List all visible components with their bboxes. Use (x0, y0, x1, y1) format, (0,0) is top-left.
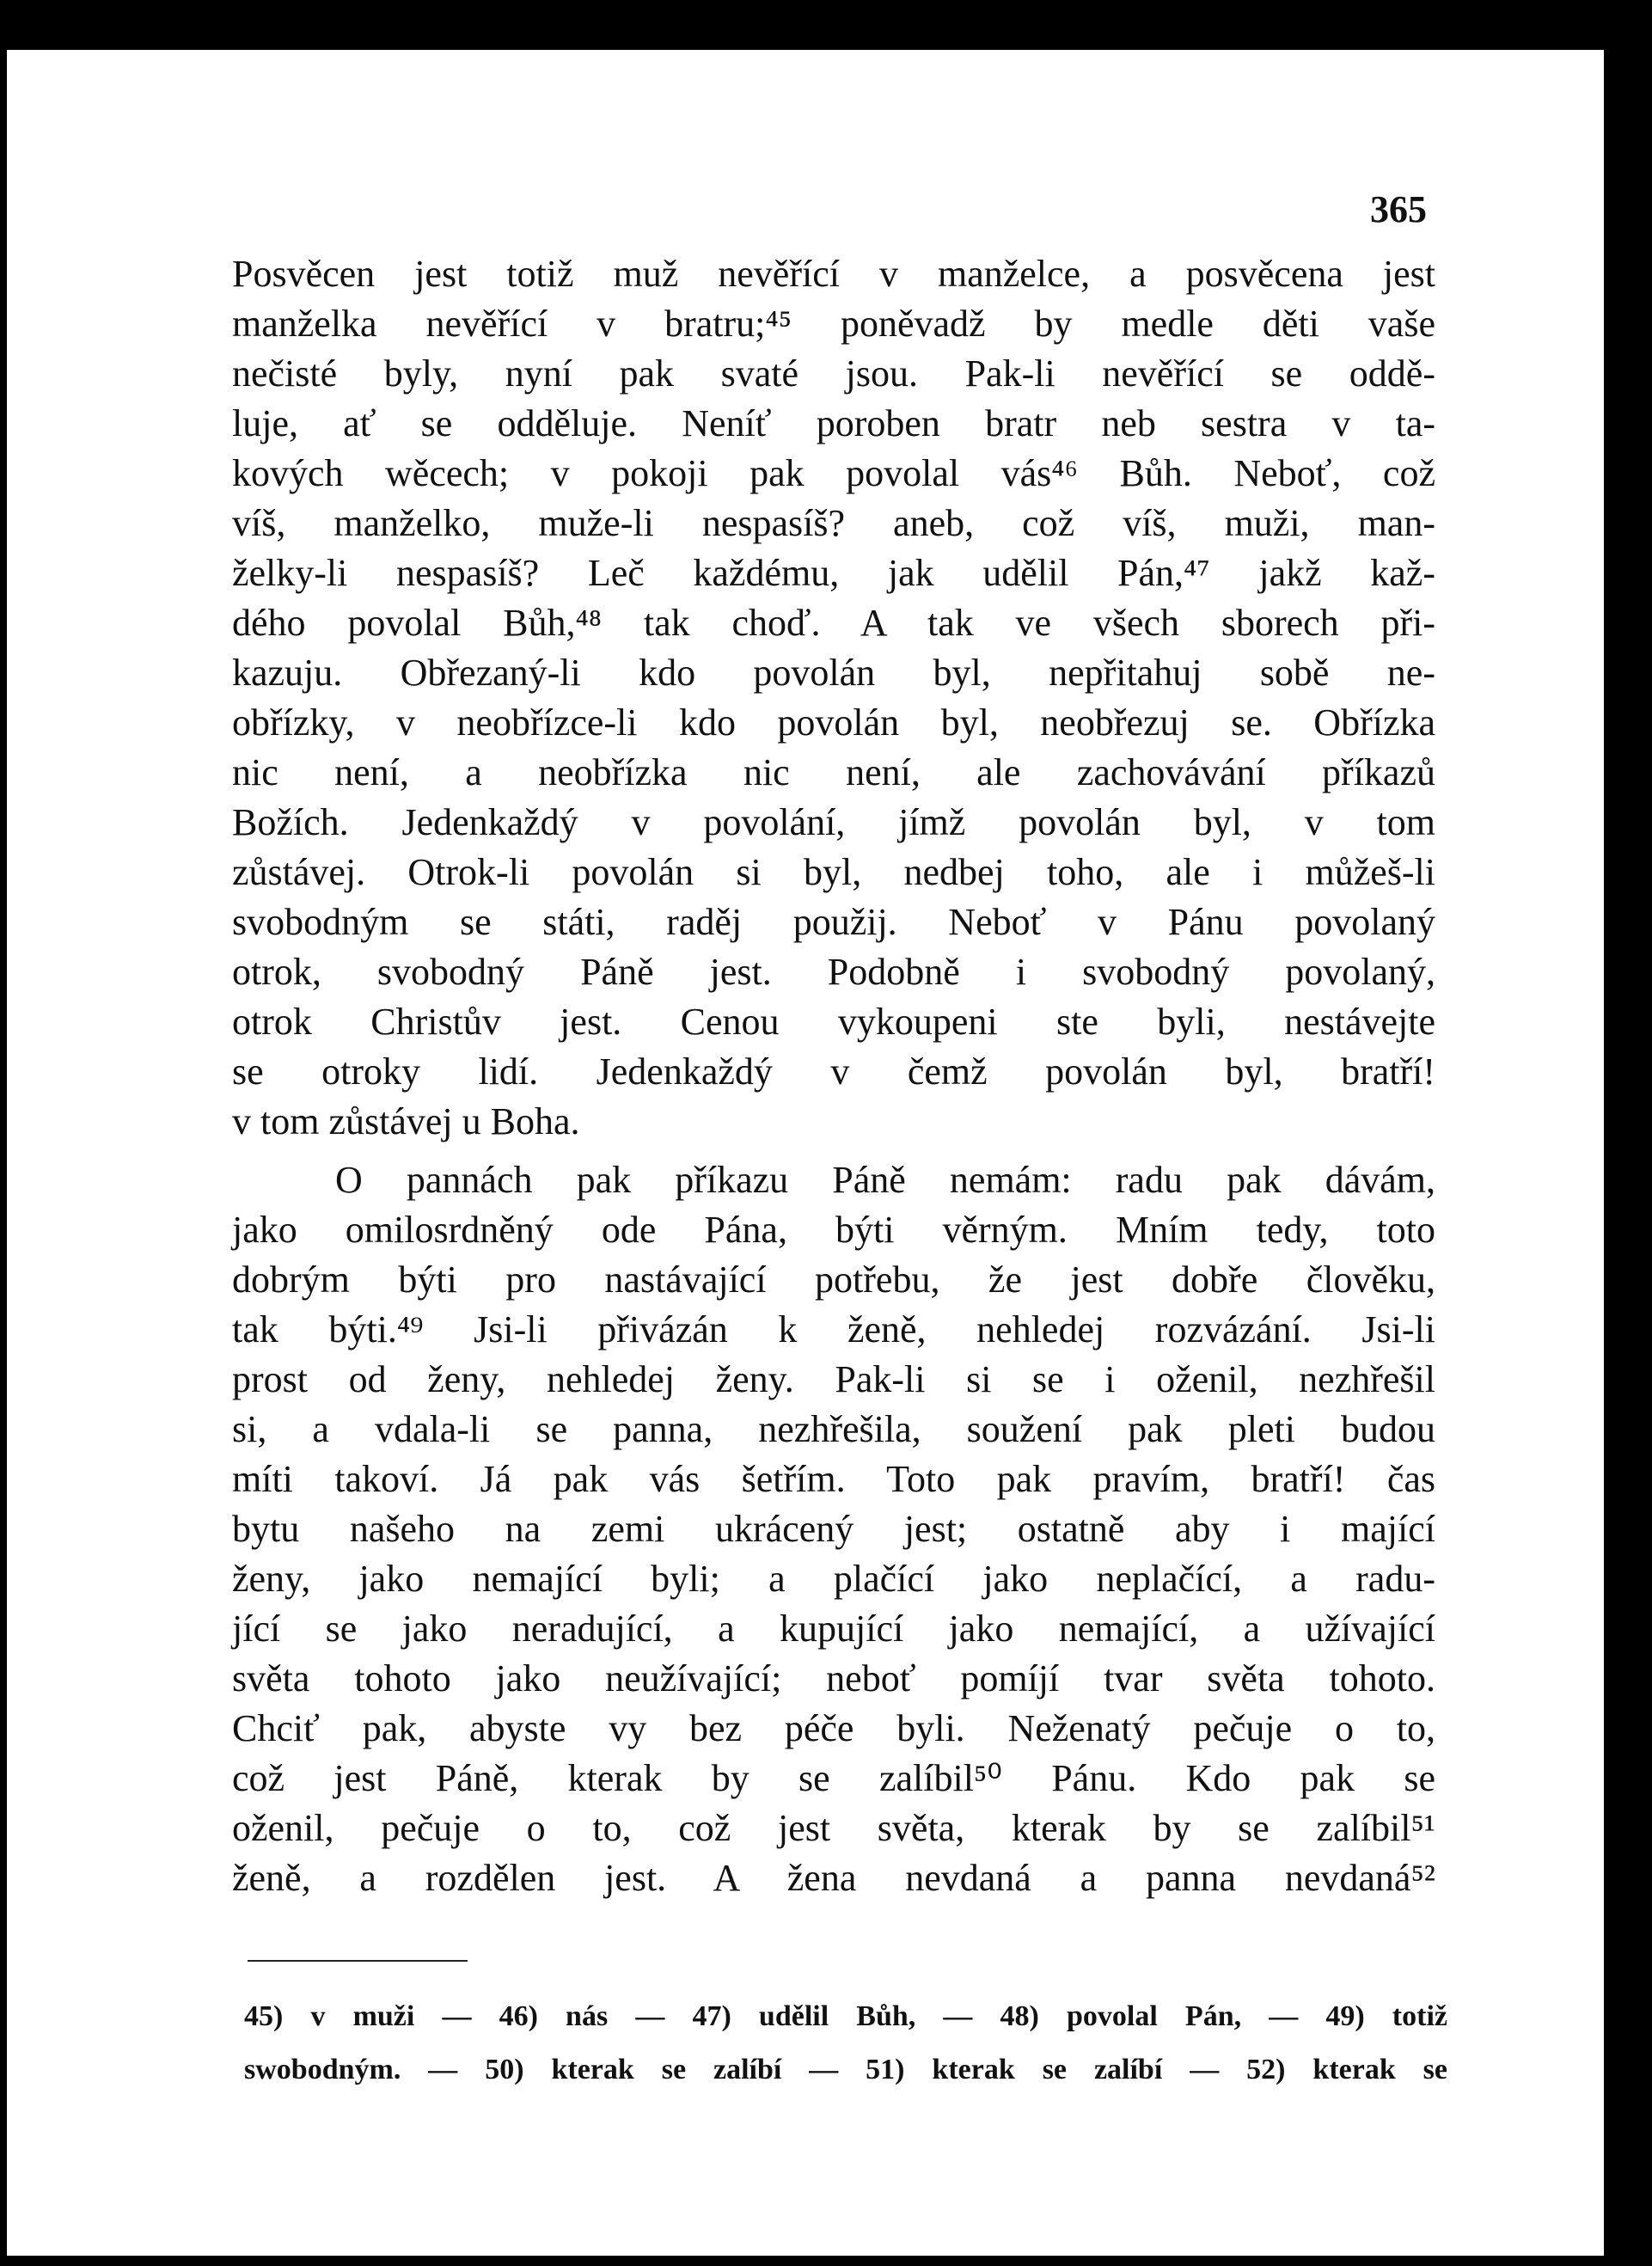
text-line: míti takoví. Já pak vás šetřím. Toto pak pravím, bratří! čas (232, 1458, 1435, 1500)
text-line: si, a vdala-li se panna, nezhřešila, soužení pak pleti budou (232, 1408, 1435, 1450)
text-line: jako omilosrdněný ode Pána, býti věrným. Mním tedy, toto (232, 1209, 1435, 1251)
text-line: zůstávej. Otrok-li povolán si byl, nedbej toho, ale i můžeš-li (232, 851, 1435, 893)
text-line: jící se jako neradující, a kupující jako nemající, a užívající (232, 1608, 1435, 1650)
text-line: světa tohoto jako neužívající; neboť pomíjí tvar světa tohoto. (232, 1657, 1435, 1700)
text-line: Chciť pak, abyste vy bez péče byli. Neženatý pečuje o to, (232, 1707, 1435, 1749)
text-line: Posvěcen jest totiž muž nevěřící v manželce, a posvěcena jest (232, 253, 1435, 295)
text-line: nečisté byly, nyní pak svaté jsou. Pak-li nevěřící se oddě- (232, 352, 1435, 395)
text-line: kazuju. Obřezaný-li kdo povolán byl, nepřitahuj sobě ne- (232, 652, 1435, 694)
text-line: otrok, svobodný Páně jest. Podobně i svobodný povolaný, (232, 951, 1435, 993)
text-line: obřízky, v neobřízce-li kdo povolán byl, neobřezuj se. Obřízka (232, 701, 1435, 744)
text-line: svobodným se státi, raděj použij. Neboť v Pánu povolaný (232, 901, 1435, 943)
footnote-line: 45) v muži — 46) nás — 47) udělil Bůh, — 48) povolal Pán, — 49) totiž (244, 2000, 1447, 2032)
text-line: luje, ať se odděluje. Neníť poroben bratr neb sestra v ta- (232, 402, 1435, 444)
text-line: ženy, jako nemající byli; a plačící jako neplačící, a radu- (232, 1558, 1435, 1600)
text-line: manželka nevěřící v bratru;⁴⁵ poněvadž by medle děti vaše (232, 303, 1435, 345)
text-line: dého povolal Bůh,⁴⁸ tak choď. A tak ve všech sborech při- (232, 602, 1435, 644)
text-line: nic není, a neobřízka nic není, ale zachovávání příkazů (232, 751, 1435, 793)
scan-border-top (0, 0, 1652, 50)
scan-border-bottom (0, 2256, 1652, 2266)
text-line: oženil, pečuje o to, což jest světa, kterak by se zalíbil⁵¹ (232, 1807, 1435, 1849)
text-line: ženě, a rozdělen jest. A žena nevdaná a panna nevdaná⁵² (232, 1857, 1435, 1899)
text-line: otrok Christův jest. Cenou vykoupeni ste byli, nestávejte (232, 1001, 1435, 1043)
text-line: prost od ženy, nehledej ženy. Pak-li si se i oženil, nezhřešil (232, 1358, 1435, 1400)
text-line: želky-li nespasíš? Leč každému, jak udělil Pán,⁴⁷ jakž kaž- (232, 552, 1435, 594)
text-line: víš, manželko, muže-li nespasíš? aneb, což víš, muži, man- (232, 502, 1435, 544)
text-line: v tom zůstávej u Boha. (232, 1100, 580, 1142)
page-number: 365 (1370, 188, 1427, 230)
text-line: O pannách pak příkazu Páně nemám: radu pak dávám, (335, 1159, 1435, 1201)
footnote-line: swobodným. — 50) kterak se zalíbí — 51) kterak se zalíbí — 52) kterak se (244, 2054, 1447, 2085)
text-line: bytu našeho na zemi ukrácený jest; ostatně aby i mající (232, 1508, 1435, 1550)
text-line: Božích. Jedenkaždý v povolání, jímž povolán byl, v tom (232, 801, 1435, 843)
text-line: dobrým býti pro nastávající potřebu, že jest dobře člověku, (232, 1259, 1435, 1301)
text-line: což jest Páně, kterak by se zalíbil⁵⁰ Pánu. Kdo pak se (232, 1757, 1435, 1799)
text-line: se otroky lidí. Jedenkaždý v čemž povolán byl, bratří! (232, 1050, 1435, 1093)
text-line: tak býti.⁴⁹ Jsi-li přivázán k ženě, nehledej rozvázání. Jsi-li (232, 1308, 1435, 1350)
text-line: kových wěcech; v pokoji pak povolal vás⁴⁶ Bůh. Neboť, což (232, 452, 1435, 494)
scan-border-right (1604, 0, 1652, 2266)
footnote-rule (248, 1960, 468, 1962)
scan-border-left (0, 0, 7, 2266)
